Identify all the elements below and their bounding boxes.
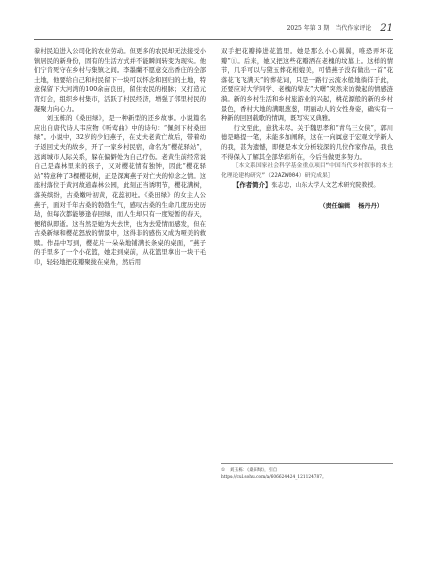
- paragraph: 刘玉栋的《桑田绿》，是一种新型的还乡故事。小说篇名应出自唐代诗人韦应物《听莺曲》中的诗句：“佩剑下村桑田绿”。小说中，32岁的少妇燕子，在丈夫老黄亡故后，带着幼子返回丈夫的故乡，开了一家乡村民宿，命名为“樱花驿站”，远离城市人际关系，躲在偏僻处为自己疗伤。老黄生前经常说自己是森林里来的孩子，又对樱花情有独钟，因此“樱花驿站”特意种了3棵樱花树，正是深寓燕子对亡夫的悼念之情。这座村落位于黄河故道森林公园，此刻正当诱明节，樱花满树，落英缤纷，古桑嫩叶初黄，花蕊初吐。《桑田绿》的女主人公燕子，面对千年古桑的勃勃生气，感叹古桑的生命几度历史历劫，但每次都能够逢春回绿，而人生却只有一度短暂的春天，便稍纵即逝。这当然是她为夫去世，也为去爱情而感发，但在古桑新绿和樱花怒放的情景中，这得非的感伤又成为哑美的救赎。作品中写到，樱花片一朵朵地铺满长条桌的桌面，“燕子的手里多了一个小花篮，她走到桌前，从花篮里拿出一块干毛巾，轻轻地把花瓣聚拢在桌角，然后用: [34, 115, 206, 267]
- author-bio-text: 张志忠，山东大学人文艺术研究院教授。: [271, 181, 380, 189]
- page-header: [287, 23, 393, 35]
- footnote-mark: ①: [221, 468, 225, 473]
- page-number: 21: [380, 23, 393, 34]
- footnote-rule: [221, 463, 393, 464]
- paragraph: 行文至此，意犹未尽。关于魏思孝和“青鸟三女侠”，郭川德是略提一笔，未能多加阐释，这在一向属意于宏观文学新人的我，甚为遗憾，即便是本文分析较深的几位作家作品，我也不得保入了解其全部华彩所在，今后当做更多努力。: [221, 124, 393, 161]
- journal-name: 当代作家评论: [335, 25, 372, 32]
- author-bio: [221, 181, 393, 191]
- paragraph: 双手把花瓣捧进花篮里。她是那么小心翼翼，唯恐弄坏花瓣”①。后来，她又把这些花瓣洒在老槐的坟墓上。这样的情节，几乎可以与黛玉葬花相媲美，可惜燕子没有做出一首“花落花飞飞满天”的葬花词，只是一路行云流水般地徜徉于此，还要应对大学同学、老槐的挚友“大曙”突然来访微起的情感涟漪。新的乡村生活和乡村旅游业的兴起，桃花源般的新的乡村景色，香村大地的满眼葱葱，明丽动人的女性身姿，确实有一种新的回回载歌的情调，既写实又典雅。: [221, 48, 393, 123]
- footnote: [221, 468, 381, 481]
- header-rule: [34, 39, 393, 40]
- footnote-text: 刘玉栋：《桑田绿》，引自 https://cul.sohu.com/a/606624424_121124787。: [221, 468, 327, 480]
- issue-label: 2025 年第 3 期: [286, 25, 330, 32]
- paragraph: 豢村民迫进入公司化的农业劳动。但更多的农民却无法接受小镇居民的新身份，固有的生活方式并不能瞬间转变为现实。他们宁肯死守在乡村与集镇之间。李墨蘭不愿意交出香庄的全部土地，他要给自己和村民留下一块可以怀念和回归的土地，特意保留下大河湾的100余亩良田，留住农民的根脉；又打造元宵灯会，组织乡村集市，活跃了村民经济，增强了邻里村民的凝聚力向心力。: [34, 48, 206, 113]
- editor-label: （责任编辑: [319, 202, 351, 210]
- editor-credit: [221, 202, 393, 212]
- left-column: [34, 47, 206, 268]
- author-bio-label: 【作者简介】: [233, 180, 272, 189]
- funding-note: ［本文系国家社会科学基金重点项目“中国当代乡村叙事的本土化理论建构研究”（22AZW004）研究成果］: [221, 163, 393, 179]
- editor-name: 杨丹丹）: [358, 202, 383, 210]
- right-column: [221, 47, 393, 211]
